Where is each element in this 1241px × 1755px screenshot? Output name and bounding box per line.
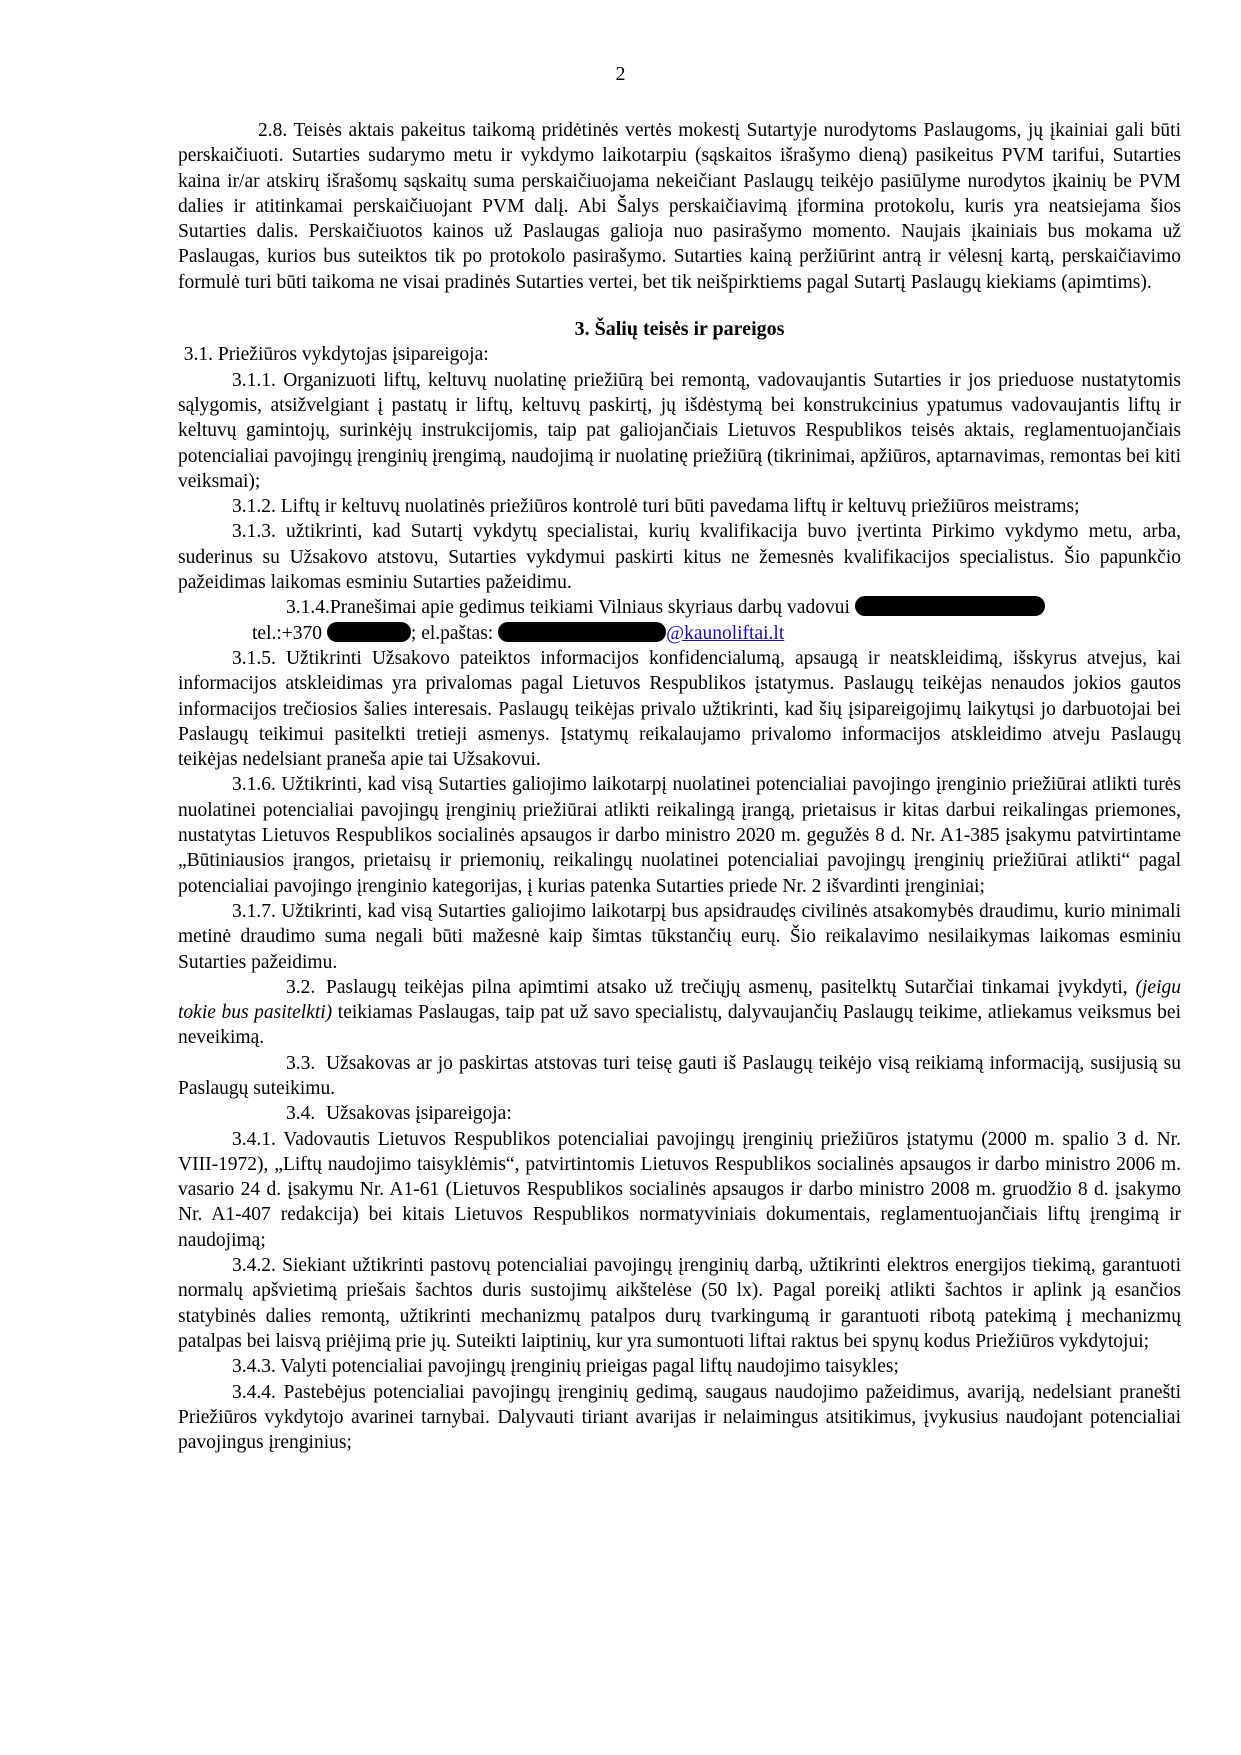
clause-number: 3.1. xyxy=(183,344,213,366)
paragraph-3-1-3 xyxy=(178,519,1181,595)
clause-text: užtikrinti, kad Sutartį vykdytų specialistai, kurių kvalifikacija buvo įvertinta Pirkimo vykdymo metu, arba, suderinus su Užsakovo atstovu, Sutarties vykdymui paskirti kitus ne žemesnės kvalifikacijos specialistus. Šio papunkčio pažeidimas laikomas esminiu Sutarties pažeidimu. xyxy=(178,521,1181,594)
clause-number: 3.1.3. xyxy=(232,521,276,543)
clause-text: Užsakovas ar jo paskirtas atstovas turi teisę gauti iš Paslaugų teikėjo visą reikiamą informaciją, susijusią su Paslaugų suteikimu. xyxy=(178,1052,1181,1099)
redaction-block xyxy=(498,622,666,642)
clause-number: 3.1.4. xyxy=(286,597,330,619)
paragraph-3-4 xyxy=(178,1101,1181,1126)
clause-text: Pranešimai apie gedimus teikiami Vilniaus skyriaus darbų vadovui xyxy=(329,597,850,619)
redaction-block xyxy=(855,596,1045,616)
clause-number: 2.8. xyxy=(258,120,288,141)
clause-text: Organizuoti liftų, keltuvų nuolatinę priežiūrą bei remontą, vadovaujantis Sutarties ir jos prieduose nustatytomis sąlygomis, atsižvelgiant į pastatų ir liftų, keltuvų paskirtį, jų išdėstymą bei konstrukcinius ypatumus vadovaujantis liftų ir keltuvų gamintojų, surinkėjų instrukcijomis, taip pat galiojančiais Lietuvos Respublikos teisės aktais, reglamentuojančiais potencialiai pavojingų įrenginių įrengimą, naudojimą ir nuolatinę priežiūrą (tikrinimai, apžiūros, aptarnavimas, remontas bei kiti veiksmai); xyxy=(178,369,1181,492)
clause-text: Priežiūros vykdytojas įsipareigoja: xyxy=(217,344,489,366)
clause-text-italic: (jeigu tokie bus pasitelkti) xyxy=(178,976,1181,1024)
paragraph-3-1-4 xyxy=(178,595,1181,646)
paragraph-3-4-1 xyxy=(178,1127,1181,1253)
paragraph-2-8 xyxy=(178,118,1181,295)
clause-text: teikiamas Paslaugas, taip pat už savo specialistų, dalyvaujančių Paslaugų teikime, atliekamus veiksmus bei neveikimą. xyxy=(178,1002,1182,1049)
clause-number: 3.4.2. xyxy=(232,1255,276,1277)
clause-number: 3.1.7. xyxy=(232,900,276,922)
document-body xyxy=(178,118,1181,1455)
paragraph-3-1-7 xyxy=(178,899,1181,975)
page-number: 2 xyxy=(615,63,626,85)
paragraph-3-1-2 xyxy=(178,494,1181,519)
paragraph-3-4-4 xyxy=(178,1380,1181,1456)
clause-text: Paslaugų teikėjas pilna apimtimi atsako už trečiųjų asmenų, pasitelktų Sutarčiai tinkamai įvykdyti, xyxy=(326,976,1128,998)
clause-text: Siekiant užtikrinti pastovų potencialiai pavojingų įrenginių darbą, užtikrinti elektros energijos tiekimą, garantuoti normalų apšvietimą priešais šachtos duris sustojimų aikštelėse (50 lx). Pagal poreikį atlikti šachtos ir aplink ją esančios statybinės dalies remontą, užtikrinti mechanizmų patalpos durų tvarkingumą ir garantuoti ribotą patekimą į mechanizmų patalpas bei laisvą priėjimą prie jų. Suteikti laiptinių, kur yra sumontuoti liftai raktus bei spynų kodus Priežiūros vykdytojui; xyxy=(178,1255,1181,1352)
clause-text: Teisės aktais pakeitus taikomą pridėtinės vertės mokestį Sutartyje nurodytoms Paslaugoms, jų įkainiai gali būti perskaičiuoti. Sutarties sudarymo metu ir vykdymo laikotarpiu (sąskaitos išrašymo dieną) pasikeitus PVM tarifui, Sutarties kaina ir/ar atskirų išrašomų sąskaitų suma perskaičiuojama nekeičiant Paslaugų teikėjo pasiūlyme nurodytos įkainių be PVM dalies ir atitinkamai perskaičiuojant PVM dalį. Abi Šalys perskaičiavimą įformina protokolu, kuris yra neatsiejama šios Sutarties dalis. Perskaičiuotos kainos už Paslaugas galioja nuo pasirašymo momento. Naujais įkainiais bus mokama už Paslaugas, kurios bus suteiktos tik po protokolo pasirašymo. Sutarties kainą peržiūrint antrą ir vėlesnį kartą, perskaičiavimo formulė turi būti taikoma ne visai pradinės Sutarties vertei, bet tik neišpirktiems pagal Sutartį Paslaugų kiekiams (apimtims). xyxy=(178,120,1181,293)
clause-number: 3.1.1. xyxy=(232,369,276,391)
clause-number: 3.4. xyxy=(286,1103,316,1125)
section-heading: 3. Šalių teisės ir pareigos xyxy=(574,318,785,341)
paragraph-3-4-2 xyxy=(178,1253,1181,1354)
paragraph-3-1 xyxy=(178,342,1181,367)
paragraph-3-1-5 xyxy=(178,646,1181,772)
clause-number: 3.3. xyxy=(286,1052,316,1074)
tel-label: tel.:+370 xyxy=(252,622,323,644)
clause-text: Liftų ir keltuvų nuolatinės priežiūros kontrolė turi būti pavedama liftų ir keltuvų priežiūros meistrams; xyxy=(280,496,1080,518)
clause-text: Užsakovas įsipareigoja: xyxy=(326,1103,512,1125)
clause-number: 3.2. xyxy=(286,976,316,998)
paragraph-3-4-3 xyxy=(178,1354,1181,1379)
clause-text: Pastebėjus potencialiai pavojingų įrenginių gedimą, saugaus naudojimo pažeidimus, avariją, nedelsiant pranešti Priežiūros vykdytojo avarinei tarnybai. Dalyvauti tiriant avarijas ir nelaimingus atsitikimus, įvykusius naudojant potencialiai pavojingus įrenginius; xyxy=(178,1381,1181,1454)
clause-text: Valyti potencialiai pavojingų įrenginių prieigas pagal liftų naudojimo taisykles; xyxy=(280,1356,899,1378)
redaction-block xyxy=(327,622,411,642)
clause-text: Vadovautis Lietuvos Respublikos potencialiai pavojingų įrenginių priežiūros įstatymu (2000 m. spalio 3 d. Nr. VIII-1972), „Liftų naudojimo taisyklėmis“, patvirtintomis Lietuvos Respublikos socialinės apsaugos ir darbo ministro 2006 m. vasario 24 d. įsakymu Nr. A1-61 (Lietuvos Respublikos socialinės apsaugos ir darbo ministro 2008 m. gruodžio 8 d. įsakymo Nr. A1-407 redakcija) bei kitais Lietuvos Respublikos normatyviniais dokumentais, reglamentuojančiais liftų įrengimą ir naudojimą; xyxy=(178,1128,1181,1251)
paragraph-3-1-6 xyxy=(178,772,1181,898)
email-link[interactable]: @kaunoliftai.lt xyxy=(666,622,785,644)
paragraph-3-1-1 xyxy=(178,368,1181,494)
clause-number: 3.1.5. xyxy=(232,647,276,669)
email-label: ; el.paštas: xyxy=(410,622,494,644)
clause-number: 3.1.6. xyxy=(232,774,276,796)
clause-text: Užtikrinti, kad visą Sutarties galiojimo laikotarpį bus apsidraudęs civilinės atsakomybės draudimu, kurio minimali metinė draudimo suma negali būti mažesnė kaip šimtas tūkstančių eurų. Šio reikalavimo nesilaikymas laikomas esminiu Sutarties pažeidimu. xyxy=(178,900,1182,973)
paragraph-3-2 xyxy=(178,975,1181,1051)
clause-text: Užtikrinti Užsakovo pateiktos informacijos konfidencialumą, apsaugą ir neatskleidimą, išskyrus atvejus, kai informacijos atskleidimas yra privalomas pagal Lietuvos Respublikos įstatymus. Paslaugų teikėjas nenaudos jokios gautos informacijos trečiosios šalies interesais. Paslaugų teikėjas privalo užtikrinti, kad šių įsipareigojimų laikytųsi jo darbuotojai bei Paslaugų teikimui pasitelkti tretieji asmenys. Įstatymų reikalaujamo privalomo informacijos atskleidimo atveju Paslaugų teikėjas nedelsiant praneša apie tai Užsakovui. xyxy=(178,647,1182,771)
paragraph-3-3 xyxy=(178,1051,1181,1102)
clause-text: Užtikrinti, kad visą Sutarties galiojimo laikotarpį nuolatinei potencialiai pavojingo įrenginio priežiūrai atlikti turės nuolatinei potencialiai pavojingų įrenginių priežiūrai atlikti reikalingą įrangą, prietaisus ir kitas darbui reikalingas priemones, nustatytas Lietuvos Respublikos socialinės apsaugos ir darbo ministro 2020 m. gegužės 8 d. Nr. A1-385 įsakymu patvirtintame „Būtiniausios įrangos, prietaisų ir priemonių, reikalingų nuolatinei potencialiai pavojingų įrenginių priežiūrai atlikti“ pagal potencialiai pavojingo įrenginio kategorijas, į kurias patenka Sutarties priede Nr. 2 išvardinti įrenginiai; xyxy=(178,774,1182,897)
clause-number: 3.4.3. xyxy=(232,1356,276,1378)
clause-number: 3.4.4. xyxy=(232,1381,276,1403)
clause-number: 3.1.2. xyxy=(232,496,276,518)
clause-number: 3.4.1. xyxy=(232,1128,276,1150)
